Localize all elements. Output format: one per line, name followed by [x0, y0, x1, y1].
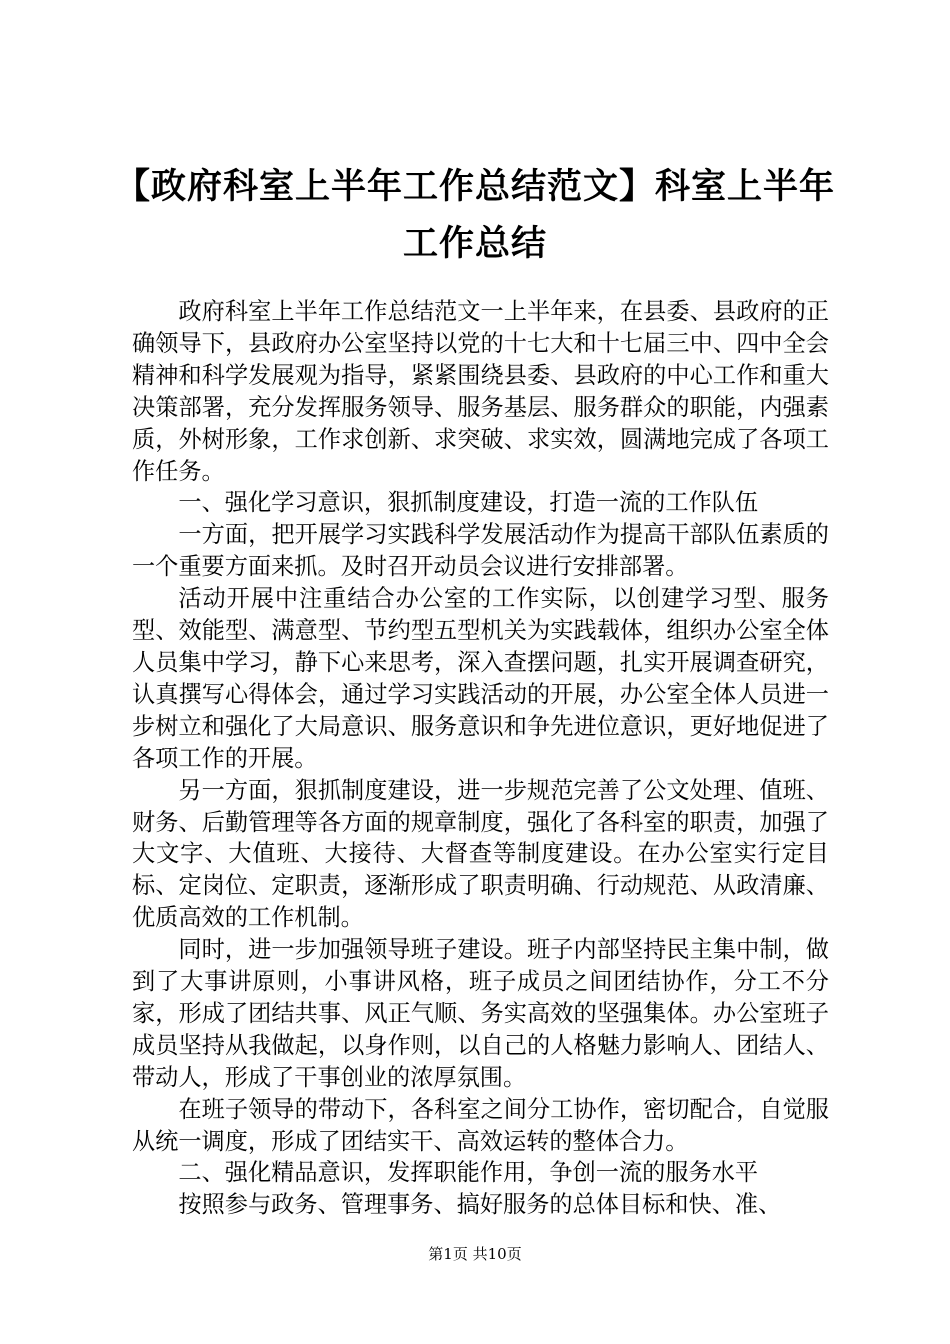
document-body	[132, 296, 829, 1221]
page-footer: 第1页 共10页	[428, 1245, 522, 1263]
paragraph: 另一方面，狠抓制度建设，进一步规范完善了公文处理、值班、财务、后勤管理等各方面的规章制度，强化了各科室的职责，加强了大文字、大值班、大接待、大督查等制度建设。在办公室实行定目标、定岗位、定职责，逐渐形成了职责明确、行动规范、从政清廉、优质高效的工作机制。	[132, 776, 829, 932]
section-heading-2: 二、强化精品意识，发挥职能作用，争创一流的服务水平	[178, 1159, 759, 1187]
paragraph: 在班子领导的带动下，各科室之间分工协作，密切配合，自觉服从统一调度，形成了团结实干、高效运转的整体合力。	[132, 1095, 829, 1155]
paragraph: 同时，进一步加强领导班子建设。班子内部坚持民主集中制，做到了大事讲原则，小事讲风格，班子成员之间团结协作，分工不分家，形成了团结共事、风正气顺、务实高效的坚强集体。办公室班子成员坚持从我做起，以身作则，以自己的人格魅力影响人、团结人、带动人，形成了干事创业的浓厚氛围。	[132, 936, 829, 1091]
section-heading-1: 一、强化学习意识，狠抓制度建设，打造一流的工作队伍	[178, 489, 759, 517]
paragraph-intro: 政府科室上半年工作总结范文一上半年来，在县委、县政府的正确领导下，县政府办公室坚持以党的十七大和十七届三中、四中全会精神和科学发展观为指导，紧紧围绕县委、县政府的中心工作和重大决策部署，充分发挥服务领导、服务基层、服务群众的职能，内强素质，外树形象，工作求创新、求突破、求实效，圆满地完成了各项工作任务。	[132, 298, 829, 485]
title-line-2: 工作总结	[402, 223, 547, 264]
title-line-1: 【政府科室上半年工作总结范文】科室上半年	[114, 166, 835, 207]
paragraph: 按照参与政务、管理事务、搞好服务的总体目标和快、准、	[178, 1191, 782, 1219]
paragraph: 一方面，把开展学习实践科学发展活动作为提高干部队伍素质的一个重要方面来抓。及时召开动员会议进行安排部署。	[132, 521, 829, 581]
paragraph: 活动开展中注重结合办公室的工作实际，以创建学习型、服务型、效能型、满意型、节约型五型机关为实践载体，组织办公室全体人员集中学习，静下心来思考，深入查摆问题，扎实开展调查研究，认真撰写心得体会，通过学习实践活动的开展，办公室全体人员进一步树立和强化了大局意识、服务意识和争先进位意识，更好地促进了各项工作的开展。	[132, 585, 829, 772]
document-title	[100, 158, 850, 272]
